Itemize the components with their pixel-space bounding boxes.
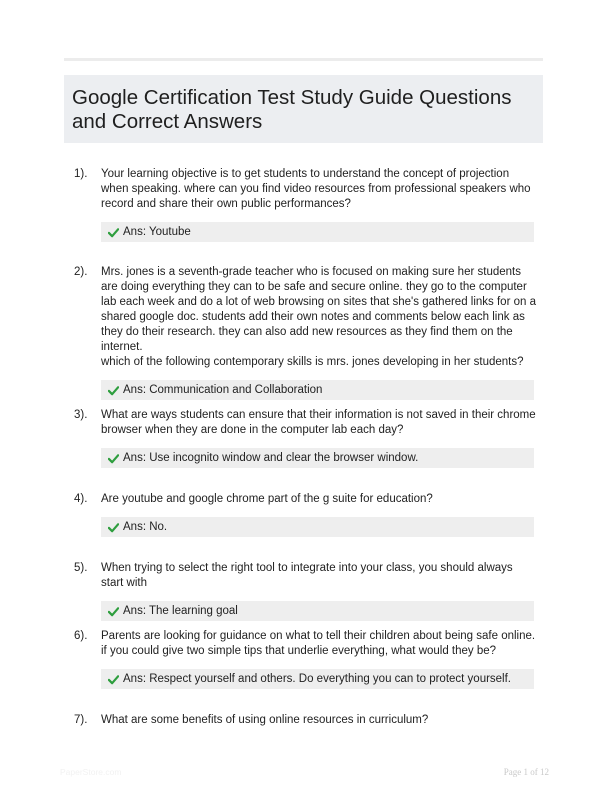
- check-icon: [108, 522, 119, 533]
- question-block: [74, 265, 536, 400]
- answer-box: [101, 448, 534, 468]
- question-block: [74, 561, 536, 621]
- question-number: 6).: [74, 630, 88, 642]
- answer-text: Ans: Respect yourself and others. Do everything you can to protect yourself.: [123, 673, 512, 685]
- page-number: Page 1 of 12: [503, 767, 549, 777]
- check-icon: [108, 674, 119, 685]
- answer-text: Ans: Communication and Collaboration: [123, 384, 323, 396]
- question-block: [74, 713, 536, 728]
- answer-text: Ans: Youtube: [123, 226, 191, 238]
- question-number: 4).: [74, 493, 88, 505]
- question-number: 7).: [74, 714, 88, 726]
- answer-text: Ans: The learning goal: [123, 605, 238, 617]
- answer-box: [101, 380, 534, 400]
- question-block: [74, 492, 536, 537]
- check-icon: [108, 385, 119, 396]
- question-text: When trying to select the right tool to integrate into your class, you should always start with: [101, 562, 513, 589]
- question-block: [74, 408, 536, 468]
- answer-box: [101, 222, 534, 242]
- check-icon: [108, 606, 119, 617]
- question-text: Mrs. jones is a seventh-grade teacher who is focused on making sure her students are doing everything they can to be safe and secure online. they go to the computer lab each week and do a lot of web browsing on sites that she's gathered links for on a shared google doc. students add their own notes and comments below each link as they do their research. they can also add new resources as they find them on the internet. which of the following contemporary skills is mrs. jones developing in her students?: [101, 266, 536, 368]
- answer-text: Ans: Use incognito window and clear the browser window.: [123, 452, 419, 464]
- question-text: Your learning objective is to get students to understand the concept of projection when speaking. where can you find video resources from professional speakers who record and share their own public performances?: [101, 168, 531, 210]
- answer-box: [101, 669, 534, 689]
- question-text: Parents are looking for guidance on what to tell their children about being safe online. if you could give two simple tips that underlie everything, what would they be?: [101, 630, 536, 657]
- question-block: [74, 629, 536, 689]
- check-icon: [108, 453, 119, 464]
- question-number: 3).: [74, 409, 88, 421]
- answer-box: [101, 601, 534, 621]
- answer-box: [101, 517, 534, 537]
- title-banner: [64, 75, 543, 143]
- footer-site-watermark: PaperStore.com: [60, 767, 122, 777]
- check-icon: [108, 227, 119, 238]
- top-divider: [64, 58, 543, 61]
- question-block: [74, 167, 536, 242]
- page-title: Google Certification Test Study Guide Questions and Correct Answers: [72, 86, 512, 133]
- question-number: 5).: [74, 562, 88, 574]
- question-text: What are ways students can ensure that their information is not saved in their chrome browser when they are done in the computer lab each day?: [101, 409, 536, 436]
- question-text: What are some benefits of using online resources in curriculum?: [101, 714, 429, 726]
- question-number: 1).: [74, 168, 88, 180]
- answer-text: Ans: No.: [123, 521, 168, 533]
- question-number: 2).: [74, 266, 88, 278]
- question-text: Are youtube and google chrome part of the g suite for education?: [101, 493, 433, 505]
